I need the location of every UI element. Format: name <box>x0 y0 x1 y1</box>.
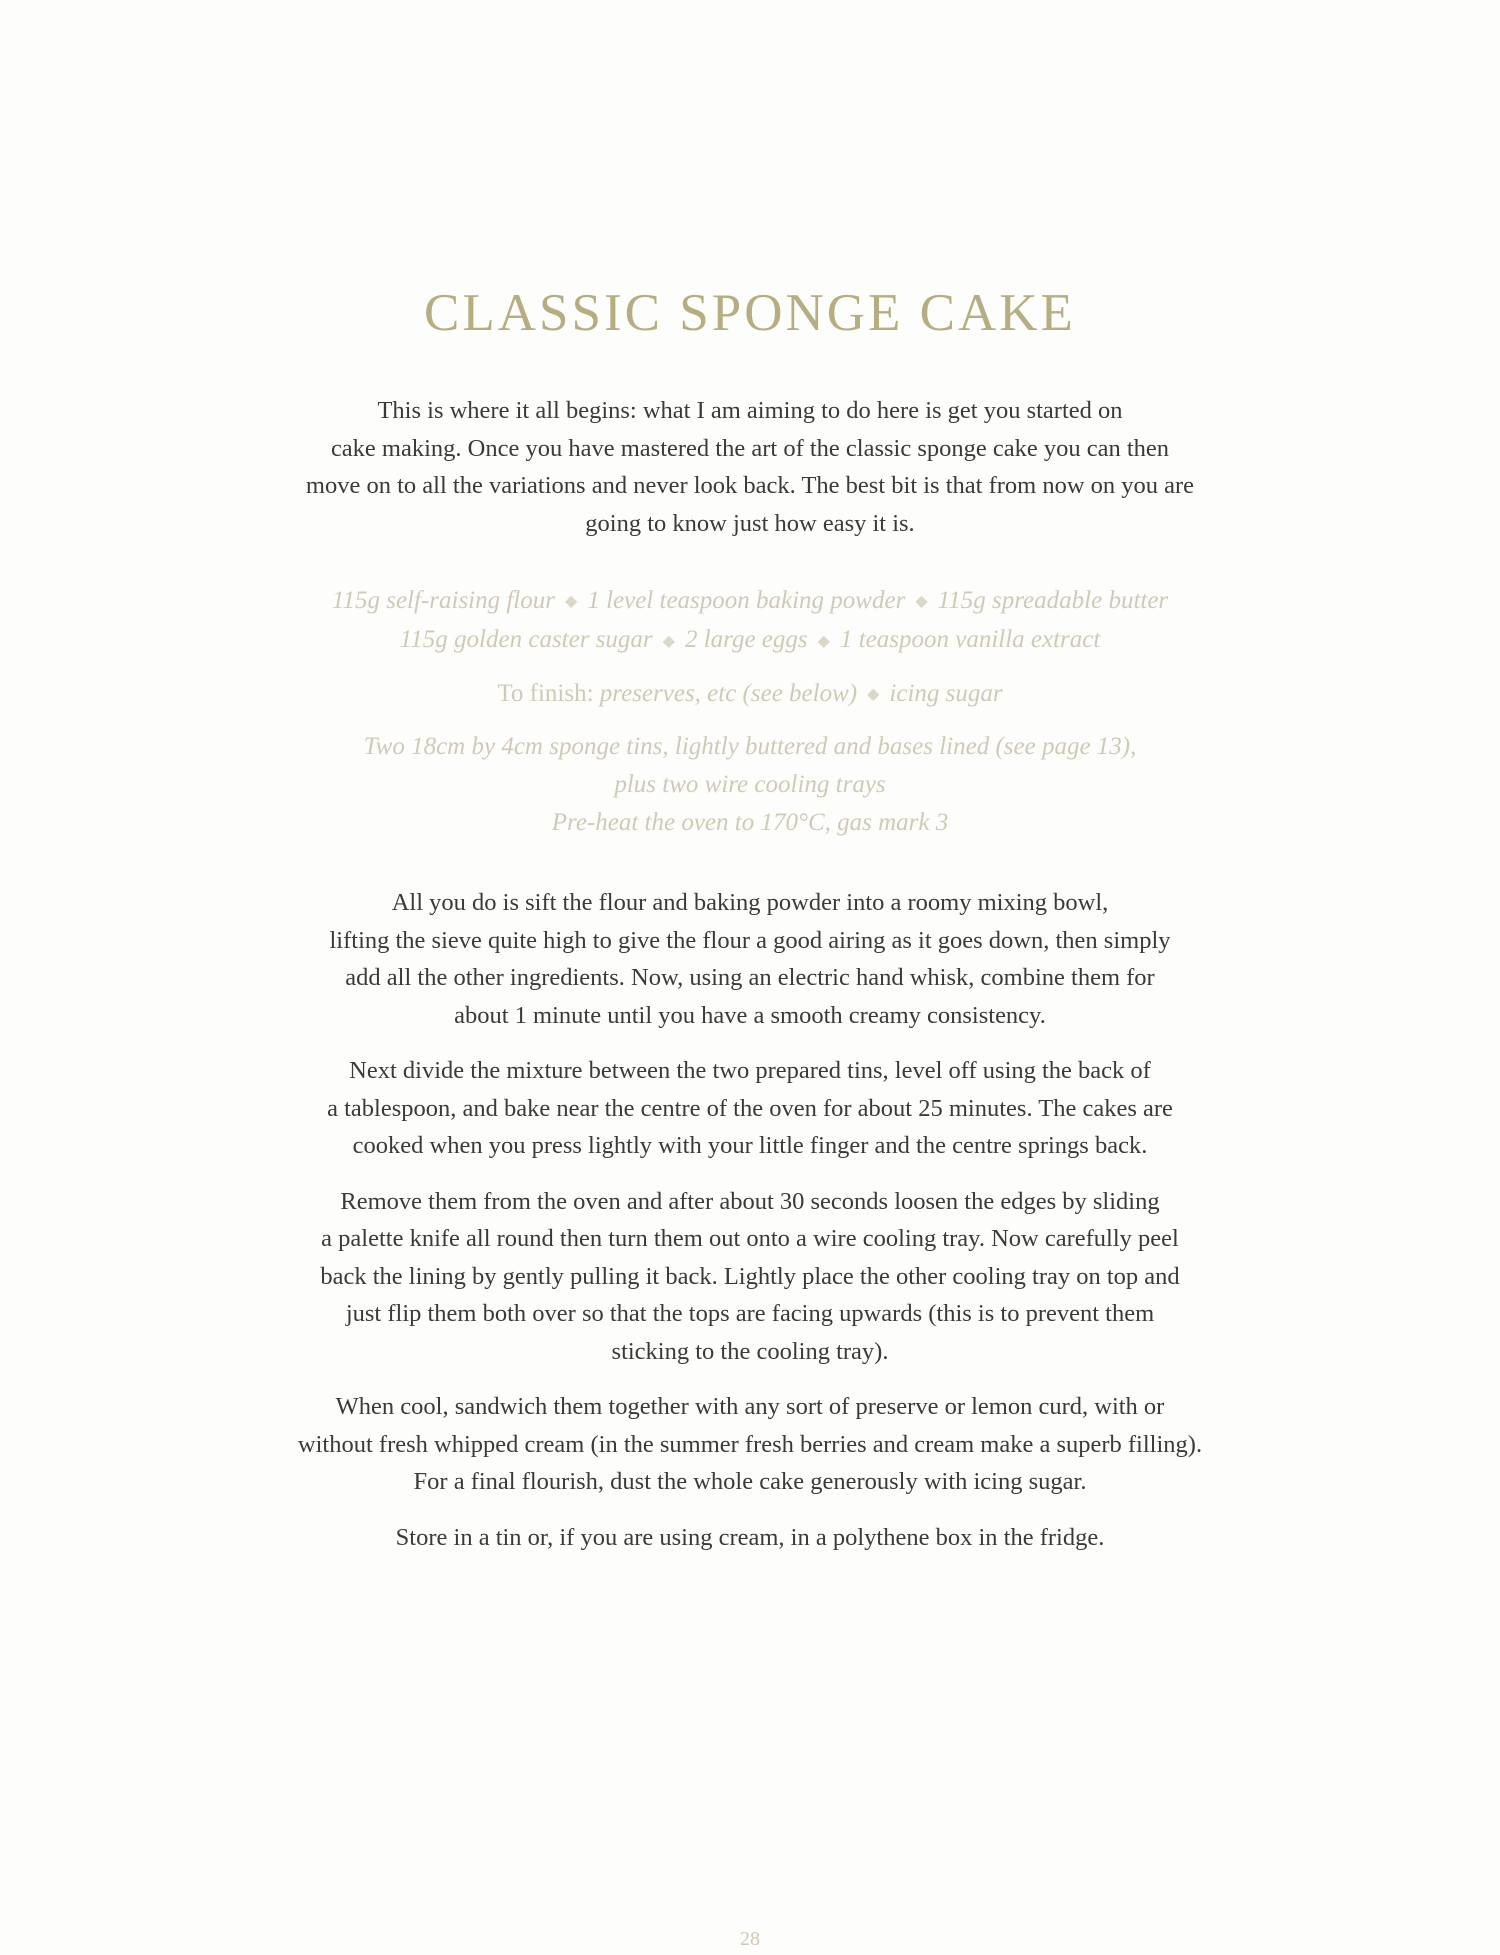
diamond-separator-icon: ◆ <box>915 593 928 611</box>
method-line: back the lining by gently pulling it back. Lightly place the other cooling tray on top and <box>320 1262 1180 1290</box>
finish-line <box>150 675 1350 714</box>
diamond-separator-icon: ◆ <box>867 685 880 703</box>
method-paragraph <box>180 1052 1320 1165</box>
ingredient-item: 1 teaspoon vanilla extract <box>839 626 1101 654</box>
page-number: 28 <box>740 1928 760 1950</box>
method-paragraph <box>180 1388 1320 1501</box>
intro-line: going to know just how easy it is. <box>585 509 915 537</box>
diamond-separator-icon: ◆ <box>817 632 830 650</box>
recipe-title: CLASSIC SPONGE CAKE <box>424 284 1076 342</box>
equipment-line: Two 18cm by 4cm sponge tins, lightly buttered and bases lined (see page 13), <box>363 732 1137 760</box>
method-line: a palette knife all round then turn them out onto a wire cooling tray. Now carefully peel <box>321 1225 1179 1252</box>
ingredients-block <box>150 582 1350 842</box>
ingredients-line <box>150 621 1350 660</box>
intro-line: cake making. Once you have mastered the art of the classic sponge cake you can then <box>330 434 1170 462</box>
method-line: Store in a tin or, if you are using cream, in a polythene box in the fridge. <box>395 1523 1105 1551</box>
equipment-line: plus two wire cooling trays <box>614 770 886 798</box>
method-line: Remove them from the oven and after about 30 seconds loosen the edges by sliding <box>340 1187 1160 1215</box>
intro-line: This is where it all begins: what I am aiming to do here is get you started on <box>377 397 1123 424</box>
diamond-separator-icon: ◆ <box>565 593 578 611</box>
method-line: a tablespoon, and bake near the centre of the oven for about 25 minutes. The cakes are <box>327 1094 1173 1122</box>
ingredient-item: 1 level teaspoon baking powder <box>587 587 906 614</box>
ingredients-line <box>150 582 1350 621</box>
method-line: When cool, sandwich them together with any sort of preserve or lemon curd, with or <box>335 1393 1165 1420</box>
finish-item: icing sugar <box>889 679 1003 707</box>
method-line: about 1 minute until you have a smooth creamy consistency. <box>454 1001 1046 1029</box>
method-paragraph <box>180 1183 1320 1371</box>
method-paragraph <box>180 884 1320 1034</box>
diamond-separator-icon: ◆ <box>662 632 675 650</box>
ingredient-item: 115g self-raising flour <box>331 587 555 614</box>
ingredient-item: 115g spreadable butter <box>937 587 1169 614</box>
method-line: add all the other ingredients. Now, using an electric hand whisk, combine them for <box>345 964 1155 991</box>
method-line: All you do is sift the flour and baking powder into a roomy mixing bowl, <box>391 889 1109 916</box>
finish-item: preserves, etc (see below) <box>599 679 858 707</box>
method-line: Next divide the mixture between the two prepared tins, level off using the back of <box>349 1057 1151 1084</box>
oven-temperature: Pre-heat the oven to 170°C, gas mark 3 <box>551 808 949 836</box>
method-line: without fresh whipped cream (in the summer fresh berries and cream make a superb filling). <box>297 1430 1203 1458</box>
intro-paragraph <box>200 392 1300 542</box>
intro-line: move on to all the variations and never look back. The best bit is that from now on you are <box>305 472 1195 499</box>
method-line: lifting the sieve quite high to give the flour a good airing as it goes down, then simply <box>329 926 1171 954</box>
method-line: cooked when you press lightly with your little finger and the centre springs back. <box>352 1132 1148 1159</box>
finish-label: To finish: <box>497 679 594 707</box>
method-paragraph <box>180 1519 1320 1557</box>
method-line: sticking to the cooling tray). <box>611 1337 889 1365</box>
ingredient-item: 115g golden caster sugar <box>399 626 653 654</box>
method-section <box>180 884 1320 1574</box>
method-line: For a final flourish, dust the whole cake generously with icing sugar. <box>413 1468 1087 1495</box>
ingredient-item: 2 large eggs <box>684 626 808 654</box>
method-line: just flip them both over so that the tops are facing upwards (this is to prevent them <box>345 1300 1155 1327</box>
